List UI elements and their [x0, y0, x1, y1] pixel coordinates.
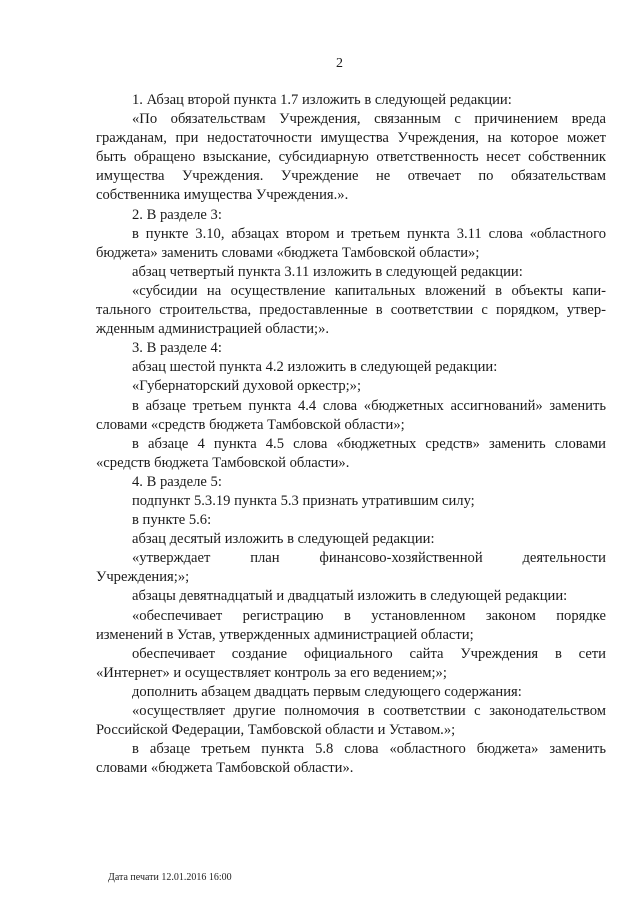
page-number: 2	[336, 56, 343, 71]
text-line: абзац шестой пункта 4.2 изложить в следующей редакции:	[132, 359, 498, 376]
text-line: имущества Учреждения. Учреждение не отвечает по обязательствам	[96, 168, 606, 185]
text-line: обеспечивает создание официального сайта Учреждения в сети	[132, 645, 606, 662]
text-line: «утверждает план финансово-хозяйственной деятельности	[132, 550, 606, 567]
print-date-footer: Дата печати 12.01.2016 16:00	[108, 872, 232, 883]
text-line: 4. В разделе 5:	[132, 473, 222, 490]
text-line: быть обращено взыскание, субсидиарную ответственность несет собственник	[96, 149, 606, 166]
text-line: в пункте 3.10, абзацах втором и третьем пункта 3.11 слова «областного	[132, 225, 606, 242]
text-line: 3. В разделе 4:	[132, 340, 222, 357]
text-line: «субсидии на осуществление капитальных вложений в объекты капи-	[132, 282, 606, 299]
text-line: абзац четвертый пункта 3.11 изложить в следующей редакции:	[132, 263, 523, 280]
text-line: бюджета» заменить словами «бюджета Тамбовской области»;	[96, 244, 480, 261]
text-line: словами «средств бюджета Тамбовской области»;	[96, 416, 405, 433]
text-line: абзацы девятнадцатый и двадцатый изложить в следующей редакции:	[132, 588, 568, 605]
document-body	[96, 91, 606, 778]
text-line: в абзаце третьем пункта 4.4 слова «бюджетных ассигнований» заменить	[132, 397, 606, 414]
text-line: в абзаце третьем пункта 5.8 слова «областного бюджета» заменить	[132, 741, 606, 758]
text-line: «обеспечивает регистрацию в установленном законом порядке	[132, 607, 606, 624]
text-line: Российской Федерации, Тамбовской области и Уставом.»;	[96, 722, 456, 739]
text-line: подпункт 5.3.19 пункта 5.3 признать утратившим силу;	[132, 492, 475, 509]
text-line: 1. Абзац второй пункта 1.7 изложить в следующей редакции:	[132, 92, 512, 108]
text-line: дополнить абзацем двадцать первым следующего содержания:	[132, 683, 522, 700]
text-line: абзац десятый изложить в следующей редакции:	[132, 531, 435, 548]
text-line: 2. В разделе 3:	[132, 206, 222, 223]
text-line: «По обязательствам Учреждения, связанным с причинением вреда	[132, 111, 606, 128]
text-line: в пункте 5.6:	[132, 512, 212, 529]
text-line: «средств бюджета Тамбовской области».	[96, 454, 350, 471]
text-line: изменений в Устав, утвержденных администрацией области;	[96, 626, 474, 643]
text-line: Учреждения;»;	[96, 569, 190, 586]
text-line: «Интернет» и осуществляет контроль за его ведением;»;	[96, 664, 447, 681]
text-line: тального строительства, предоставленные в соответствии с порядком, утвер-	[96, 302, 606, 319]
text-line: собственника имущества Учреждения.».	[96, 187, 349, 204]
text-line: в абзаце 4 пункта 4.5 слова «бюджетных средств» заменить словами	[132, 435, 606, 452]
text-line: словами «бюджета Тамбовской области».	[96, 760, 354, 777]
text-line: гражданам, при недостаточности имущества Учреждения, на которое может	[96, 130, 606, 147]
text-line: «Губернаторский духовой оркестр;»;	[132, 378, 362, 395]
text-line: жденным администрацией области;».	[96, 321, 330, 338]
text-line: «осуществляет другие полномочия в соответствии с законодательством	[132, 703, 606, 719]
